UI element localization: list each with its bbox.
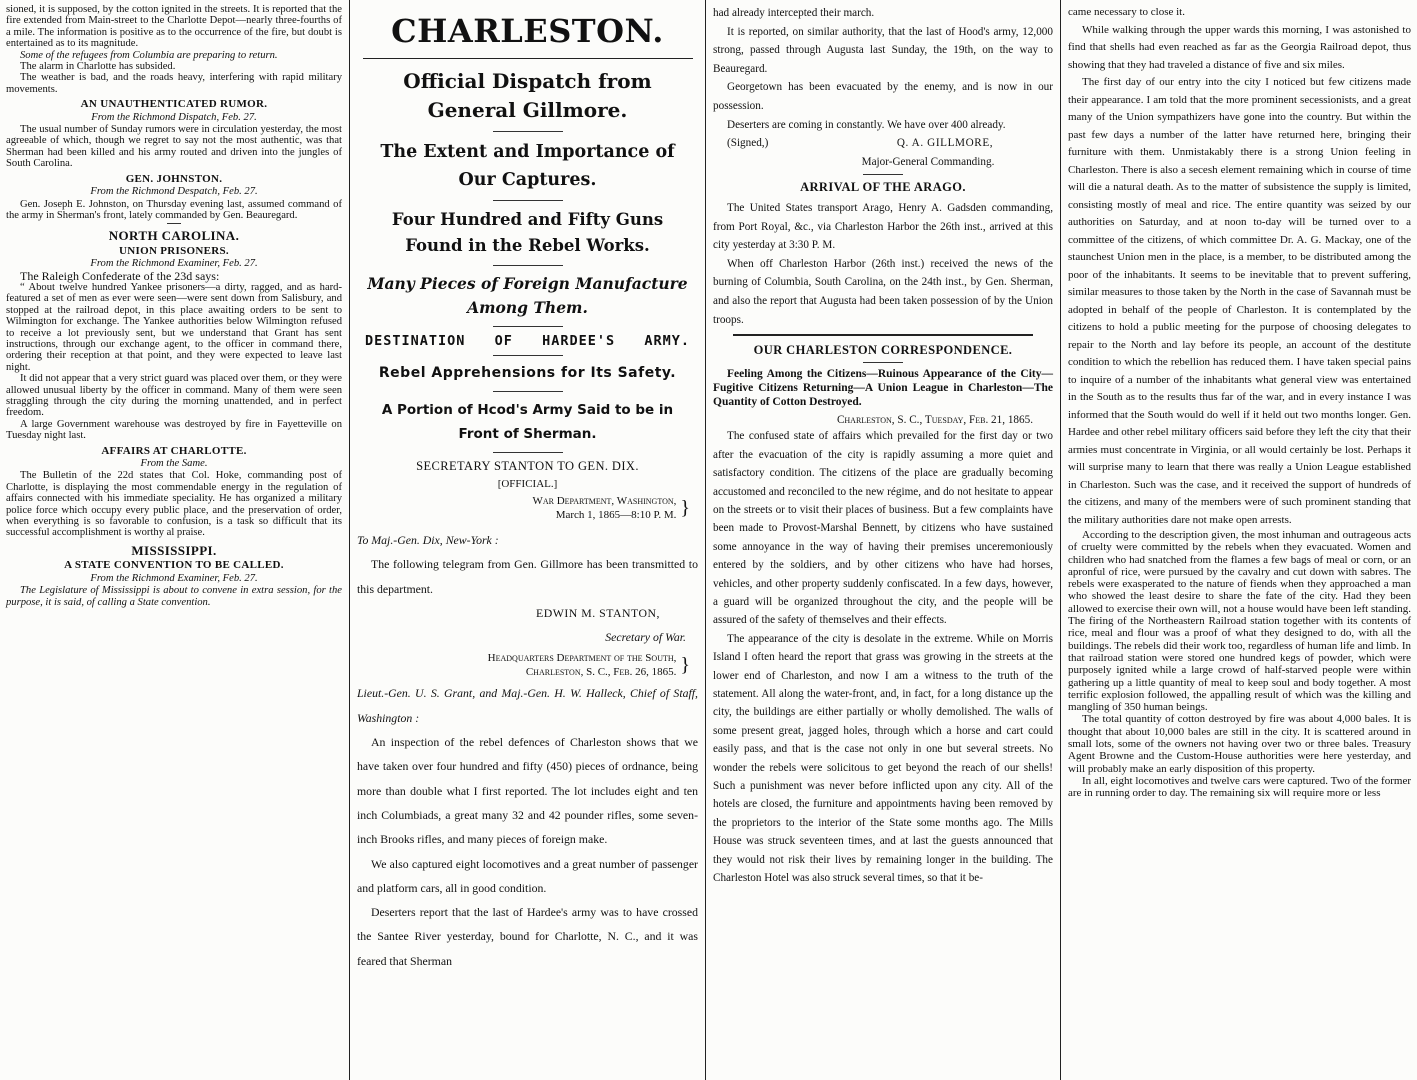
article-text: “ About twelve hundred Yankee prisoners—a dirty, ragged, and as hard-featured a set of men as ever were seen—were sent down from Salisbury, and stopped at the railroad depot, in this place awaiting orders to be sent to Wilmington for exchange. The Yankee authorities below Wilmington refused to receive a lot previously sent, but we understand that Grant has sent instructions, through our exchange agent, to the officer in command there, ordering their reception at that point, and they were expected to leave last night. xyxy=(6,281,342,373)
dateline: Headquarters Department of the South, xyxy=(487,652,677,665)
column-3 xyxy=(707,0,1059,1080)
signed-label: (Signed,) xyxy=(727,137,769,150)
article-text: The Legislature of Mississippi is about to convene in extra session, for the purpose, it is said, of calling a State convention. xyxy=(6,585,342,608)
brace-glyph: } xyxy=(680,653,690,676)
salutation: Lieut.-Gen. U. S. Grant, and Maj.-Gen. H. W. Halleck, Chief of Staff, Washington : xyxy=(357,686,698,725)
brace-glyph: } xyxy=(680,496,690,519)
source-line: From the Richmond Dispatch, Feb. 27. xyxy=(91,111,257,123)
source-line: From the Richmond Examiner, Feb. 27. xyxy=(90,572,258,584)
section-heading: SECRETARY STANTON TO GEN. DIX. xyxy=(416,459,639,473)
divider xyxy=(863,362,903,363)
article-text: came necessary to close it. xyxy=(1068,6,1185,18)
article-text: had already intercepted their march. xyxy=(713,7,875,19)
headline: Four Hundred and Fifty Guns Found in the Rebel Works. xyxy=(391,210,664,255)
article-text: The weather is bad, and the roads heavy, interfering with rapid military movements. xyxy=(6,72,342,95)
divider xyxy=(493,391,563,392)
article-text: When off Charleston Harbor (26th inst.) received the news of the burning of Columbia, South Carolina, on the 24th inst., by Gen. Sherman, and also the report that Augusta had been taken possession of by the Union troops. xyxy=(713,257,1053,326)
article-text: Deserters report that the last of Hardee's army was to have crossed the Santee River yesterday, bound for Charlotte, N. C., and it was feared that Sherman xyxy=(357,905,698,968)
source-line: From the Same. xyxy=(140,458,208,470)
column-2 xyxy=(351,0,704,1080)
article-text: The confused state of affairs which prevailed for the first day or two after the evacuation of the city is rapidly assuming a more quiet and satisfactory condition. The citizens of the place are gradually becoming accustomed and reconciled to the new régime, and do not hesitate to appear on the streets or to visit their places of business. But a few complaints have been made to Provost-Marshal Bennett, by citizens who have sustained some annoyance in the way of having their premises unceremoniously entered by the soldiers, and by other citizens who have had horses, vehicles, and other property suddenly confiscated. In a few days, however, a guard will be organized throughout the city, and the people will be assured of the safety of themselves and their effects. xyxy=(713,430,1053,627)
section-heading: MISSISSIPPI. xyxy=(131,542,217,558)
signature-block xyxy=(713,134,1053,153)
dateline-block xyxy=(357,651,690,679)
headline: A Portion of Hcod's Army Said to be in Front of Sherman. xyxy=(381,402,674,442)
column-4 xyxy=(1062,0,1417,1080)
column-1 xyxy=(0,0,348,1080)
section-subheading: Feeling Among the Citizens—Ruinous Appearance of the City—Fugitive Citizens Returning—A Union League in Charleston—The Quantity of Cotton Destroyed. xyxy=(713,367,1053,409)
article-text: It is reported, on similar authority, that the last of Hood's army, 12,000 strong, passed through Augusta last Sunday, the 19th, on the way to Beauregard. xyxy=(713,25,1053,75)
section-subheading: UNION PRISONERS. xyxy=(119,244,229,257)
article-text: The usual number of Sunday rumors were in circulation yesterday, the most agreeable of which, though we regret to say not the most authentic, was that Sherman had been killed and his army routed and driven into the jungles of South Carolina. xyxy=(6,124,342,170)
article-text: A large Government warehouse was destroyed by fire in Fayetteville on Tuesday night last. xyxy=(6,418,342,442)
signature-title: Major-General Commanding. xyxy=(861,155,995,168)
divider xyxy=(493,452,563,453)
article-text: The following telegram from Gen. Gillmore has been transmitted to this department. xyxy=(357,557,698,596)
divider xyxy=(363,58,693,59)
article-text: The alarm in Charlotte has subsided. xyxy=(20,61,176,73)
headline: The Extent and Importance of Our Captures. xyxy=(380,142,675,190)
section-heading: NORTH CAROLINA. xyxy=(108,228,240,244)
dateline: March 1, 1865—8:10 P. M. xyxy=(555,509,677,521)
divider xyxy=(167,223,181,224)
dateline-block xyxy=(357,494,690,522)
signature-name: EDWIN M. STANTON, xyxy=(536,605,660,620)
headline: DESTINATION OF HARDEE'S ARMY. xyxy=(365,333,690,349)
article-text: It did not appear that a very strict guard was placed over them, or they were allowed unusual liberty by the officer in command. Many of them were seen straggling through the city during the morning unattended, and in perfect freedom. xyxy=(6,373,342,419)
dateline: Charleston, S. C., Tuesday, Feb. 21, 1865. xyxy=(836,414,1033,427)
divider xyxy=(493,265,563,266)
divider xyxy=(493,326,563,327)
section-heading: ARRIVAL OF THE ARAGO. xyxy=(800,180,966,195)
article-text: An inspection of the rebel defences of Charleston shows that we have taken over four hundred and fifty (450) pieces of ordnance, being more than double what I first reported. The lot includes eight and ten inch Columbiads, a great many 32 and 42 pounder rifles, some seven-inch Brooks rifles, and many pieces of foreign make. xyxy=(357,735,698,847)
article-text: The Bulletin of the 22d states that Col. Hoke, commanding post of Charlotte, is displaying the most commendable energy in the regulation of affairs connected with his immediate speciality. He has organized a military police force which occupy every public place, and the preservation of order, when everything is so favorable to confusion, is a task so difficult that its successful accomplishment is worthy al praise. xyxy=(6,470,342,539)
article-text: The first day of our entry into the city I noticed but few citizens made their appearance. I am told that the more prominent secessionists, and a great many of the Union sympathizers have gone into the country. But within the past few days a number of the latter have returned here, bringing their furniture with them. Unmistakably there is a strong Union feeling in Charleston. There is also a secesh element remaining which in course of time will die a natural death. As to the matter of subsistence the supply is limited, consisting mostly of meal and rice. The entire quantity was seized by our authorities on Saturday, and at noon to-day will be turned over to a committee of the citizens, of which committee Dr. A. G. Mackay, one of the staunchest Union men in the place, is a member, to be distributed among the poor of the inhabitants. It seems to be inevitable that to prevent suffering, similar measures to those taken by the North in the case of Savannah must be adopted in behalf of the people of Charleston. It is contemplated by the citizens to hold a public meeting for the purpose of choosing delegates to repair to the North and lay before its people, an account of the destitute condition to which the rebellion has reduced them. I have taken special pains to inquire of a number of the inhabitants what general view was entertained in the South as to the results thus far of the war, and in every instance I was informed that the South would do well if it held out two months longer. Gen. Hardee and other rebel military officers said before they left the city that their armies must concentrate in Virginia, or all would certainly be lost. Perhaps it will surprise many to learn that there was really a Union League established in Charleston. Such was the case, and it received the support of hundreds of the citizens, and many of the members were of such prominent standing that the military authorities dare not make open arrests. xyxy=(1068,76,1411,526)
column-rule xyxy=(705,0,706,1080)
section-heading: AN UNAUTHENTICATED RUMOR. xyxy=(80,98,268,111)
article-text: Deserters are coming in constantly. We have over 400 already. xyxy=(727,118,1006,131)
article-text: In all, eight locomotives and twelve cars were captured. Two of the former are in running order to day. The remaining six will require more or less xyxy=(1068,774,1411,800)
official-label: [OFFICIAL.] xyxy=(497,478,558,490)
signature-title: Secretary of War. xyxy=(605,630,686,645)
section-heading: GEN. JOHNSTON. xyxy=(125,172,223,185)
divider xyxy=(493,131,563,132)
article-text: The appearance of the city is desolate in the extreme. While on Morris Island I often heard the report that grass was growing in the streets at the lower end of Charleston, and now I am a witness to the truth of the statement. All along the water-front, and, in fact, for a long distance up the city, the buildings are either partially or wholly demolished. The walls of some present great, jagged holes, through which a horse and cart could easily pass, and that is the case not only in one but several streets. No wonder the rebels were solicitous to get beyond the reach of our shells! Such a punishment was never before inflicted upon any city. All of the hotels are closed, the furniture and appointments having been removed by the proprietors to the interior of the State some months ago. The Mills House was struck seventeen times, and at last the guests announced that they would not risk their lives by remaining longer in the building. The Charleston Hotel was also struck several times, so that it be- xyxy=(713,632,1053,885)
divider xyxy=(493,200,563,201)
divider xyxy=(863,174,903,175)
article-text: sioned, it is supposed, by the cotton ignited in the streets. It is reported that the fire extended from Main-street to the Charlotte Depot—nearly three-fourths of a mile. The information is positive as to the occurrence of the fire, but doubt is entertained as to its magnitude. xyxy=(6,4,342,50)
article-text: Georgetown has been evacuated by the enemy, and is now in our possession. xyxy=(713,81,1053,112)
dateline: Charleston, S. C., Feb. 26, 1865. xyxy=(525,666,677,679)
divider xyxy=(733,334,1033,336)
column-rule xyxy=(1060,0,1061,1080)
article-text: The Raleigh Confederate of the 23d says: xyxy=(20,268,220,283)
section-heading: AFFAIRS AT CHARLOTTE. xyxy=(101,444,247,457)
article-text: Gen. Joseph E. Johnston, on Thursday evening last, assumed command of the army in Sherman's front, lately commanded by Gen. Beauregard. xyxy=(6,198,342,221)
article-text: The United States transport Arago, Henry A. Gadsden commanding, from Port Royal, &c., via Charleston Harbor the 26th inst., arrived at this city yesterday at 3:30 P. M. xyxy=(713,201,1053,252)
article-text: The total quantity of cotton destroyed by fire was about 4,000 bales. It is thought that about 10,000 bales are still in the city. It is scattered around in small lots, some of the owners not having over two or three bales. Treasury Agent Browne and the Custom-House authorities were here yesterday, and will probably make an early disposition of this property. xyxy=(1068,713,1411,775)
source-line: From the Richmond Despatch, Feb. 27. xyxy=(90,186,258,198)
headline: Many Pieces of Foreign Manufacture Among Them. xyxy=(367,274,688,317)
headline: Official Dispatch from General Gillmore. xyxy=(403,69,652,122)
section-heading: OUR CHARLESTON CORRESPONDENCE. xyxy=(753,343,1013,358)
article-text: According to the description given, the most inhuman and outrageous acts of cruelty were committed by the rebels when they evacuated. Women and children who had snatched from the flames a few bags of meal or corn, or an apronful of rice, were pursued by the cavalry and cut down with sabres. The rebels were exasperated to the nature of fiends when they approached a man who showed the least desire to share the fate of the city. Had they been allowed to exercise their own will, not a house would have been left standing. The firing of the Northeastern Railroad station together with its contents of rice, meal and flour was a proof of what they designed to do, with all the buildings. The rebels did their work too, regardless of human life and limb. In that railroad station were stored one hundred kegs of powder, which were purposely ignited while a large crowd of half-starved people were within gathering up a little quantity of meal to keep soul and body together. A most terrific explosion followed, the appalling result of which was the killing and mangling of 350 human beings. xyxy=(1068,529,1411,714)
section-subheading: A STATE CONVENTION TO BE CALLED. xyxy=(64,559,284,572)
article-text: Some of the refugees from Columbia are preparing to return. xyxy=(20,49,278,61)
headline: Rebel Apprehensions for Its Safety. xyxy=(378,365,677,381)
article-text: While walking through the upper wards this morning, I was astonished to find that shells had even reached as far as the Georgia Railroad depot, thus showing that they had traveled a distance of five and six miles. xyxy=(1068,23,1411,71)
divider xyxy=(493,355,563,356)
signature-name: Q. A. GILLMORE, xyxy=(896,137,994,150)
salutation: To Maj.-Gen. Dix, New-York : xyxy=(357,533,499,547)
column-rule xyxy=(349,0,350,1080)
article-text: We also captured eight locomotives and a great number of passenger and platform cars, all in good condition. xyxy=(357,856,698,895)
source-line: From the Richmond Examiner, Feb. 27. xyxy=(90,258,258,270)
dateline: War Department, Washington, xyxy=(532,495,677,507)
masthead-title: CHARLESTON. xyxy=(391,12,664,50)
